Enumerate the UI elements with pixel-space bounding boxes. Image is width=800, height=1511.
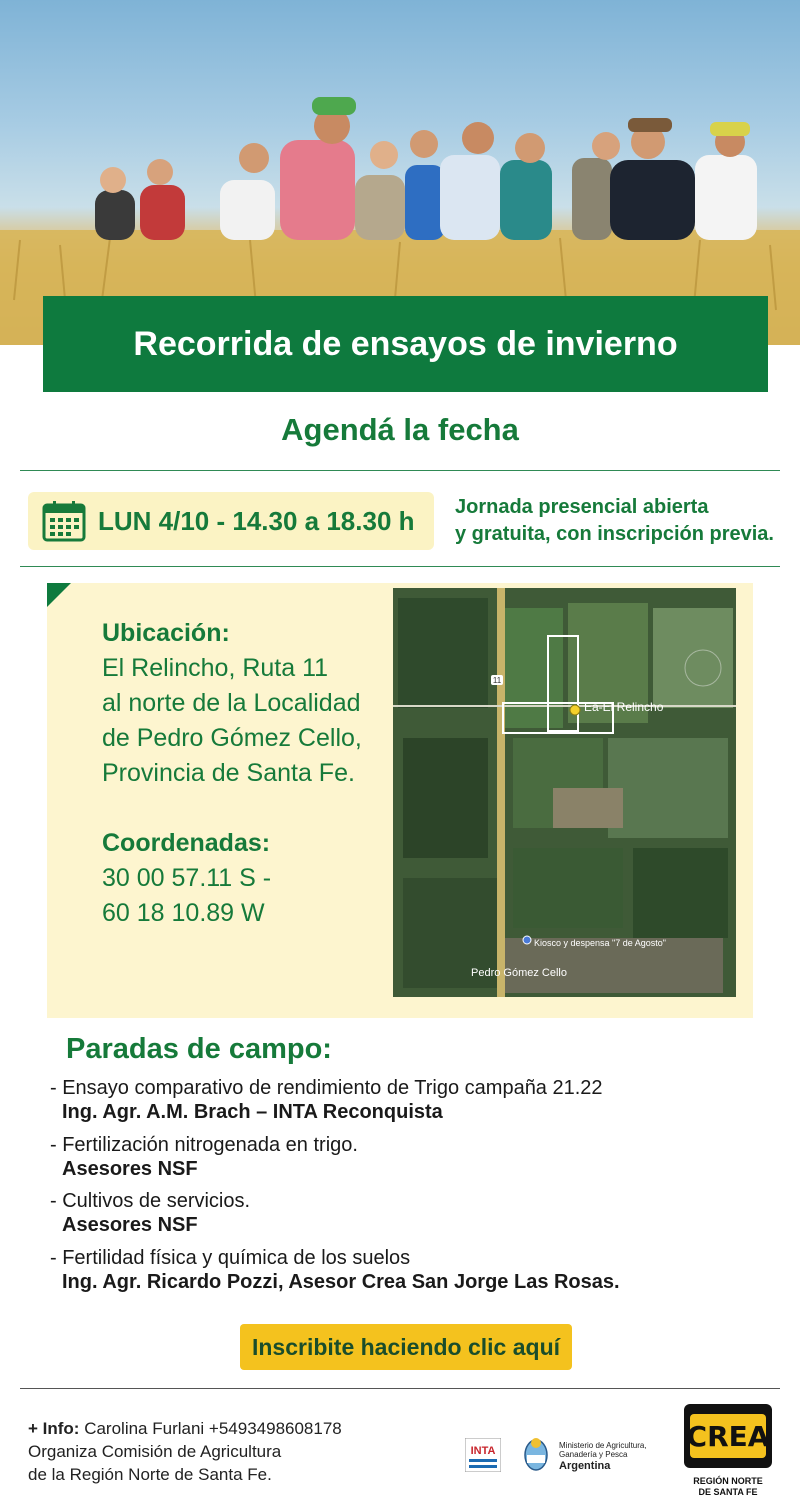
- coordinates-line: 60 18 10.89 W: [102, 899, 265, 927]
- info-label: + Info:: [28, 1419, 80, 1438]
- location-text: [102, 616, 387, 931]
- crowd-illustration: [0, 0, 800, 345]
- map-kiosk-label: Kiosco y despensa "7 de Agosto": [534, 938, 666, 948]
- hero-photo: [0, 0, 800, 345]
- register-button[interactable]: Inscribite haciendo clic aquí: [240, 1324, 572, 1370]
- footer-info: [28, 1417, 342, 1486]
- location-line: Provincia de Santa Fe.: [102, 759, 355, 787]
- crea-logo-text: CREA: [690, 1414, 766, 1458]
- stop-item: [50, 1246, 620, 1294]
- stop-speaker: Asesores NSF: [62, 1214, 198, 1236]
- corner-accent: [47, 583, 71, 607]
- stop-item: [50, 1189, 250, 1237]
- crea-region-line: DE SANTA FE: [698, 1487, 758, 1497]
- stop-text: - Cultivos de servicios.: [50, 1190, 251, 1212]
- stop-text: - Fertilidad física y química de los suelos: [50, 1247, 411, 1269]
- inta-logo: [465, 1438, 501, 1472]
- divider: [20, 470, 780, 471]
- event-date: LUN 4/10 - 14.30 a 18.30 h: [98, 505, 415, 536]
- stops-heading: Paradas de campo:: [66, 1033, 332, 1065]
- inta-logo-text: INTA: [470, 1445, 496, 1457]
- ministry-logo: [523, 1432, 668, 1477]
- stop-item: [50, 1076, 603, 1124]
- location-heading: Ubicación:: [102, 619, 230, 647]
- divider: [20, 566, 780, 567]
- event-note-line: y gratuita, con inscripción previa.: [455, 523, 774, 545]
- divider: [20, 1388, 780, 1389]
- event-note: [455, 494, 774, 548]
- stop-speaker: Ing. Agr. Ricardo Pozzi, Asesor Crea San Jorge Las Rosas.: [62, 1271, 620, 1293]
- coordinates-line: 30 00 57.11 S -: [102, 864, 272, 892]
- satellite-map[interactable]: [393, 588, 736, 997]
- route-label: 11: [492, 676, 502, 685]
- organizer-line: de la Región Norte de Santa Fe.: [28, 1465, 272, 1484]
- map-town-label: Pedro Gómez Cello: [471, 967, 567, 979]
- crea-region: [670, 1476, 786, 1498]
- date-badge: [28, 492, 434, 550]
- map-place-label: Ea-El Relincho: [584, 700, 664, 714]
- stop-speaker: Ing. Agr. A.M. Brach – INTA Reconquista: [62, 1101, 443, 1123]
- stop-speaker: Asesores NSF: [62, 1158, 198, 1180]
- ministry-country: Argentina: [559, 1460, 611, 1472]
- stop-text: - Fertilización nitrogenada en trigo.: [50, 1134, 358, 1156]
- calendar-icon: [42, 500, 86, 542]
- ministry-name: Ganadería y Pesca: [559, 1450, 628, 1459]
- location-line: al norte de la Localidad: [102, 689, 361, 717]
- crea-region-line: REGIÓN NORTE: [693, 1476, 763, 1486]
- event-note-line: Jornada presencial abierta: [455, 496, 709, 518]
- page-title: Recorrida de ensayos de invierno: [133, 324, 678, 363]
- stop-text: - Ensayo comparativo de rendimiento de Trigo campaña 21.22: [50, 1077, 603, 1099]
- crea-logo: [684, 1404, 772, 1468]
- location-line: de Pedro Gómez Cello,: [102, 724, 362, 752]
- save-the-date-heading: Agendá la fecha: [281, 412, 519, 447]
- title-banner: [43, 296, 768, 392]
- info-contact: Carolina Furlani +5493498608178: [79, 1419, 342, 1438]
- location-line: El Relincho, Ruta 11: [102, 654, 329, 682]
- ministry-name: Ministerio de Agricultura,: [559, 1441, 647, 1450]
- stop-item: [50, 1133, 358, 1181]
- coordinates-heading: Coordenadas:: [102, 829, 271, 857]
- organizer-line: Organiza Comisión de Agricultura: [28, 1442, 282, 1461]
